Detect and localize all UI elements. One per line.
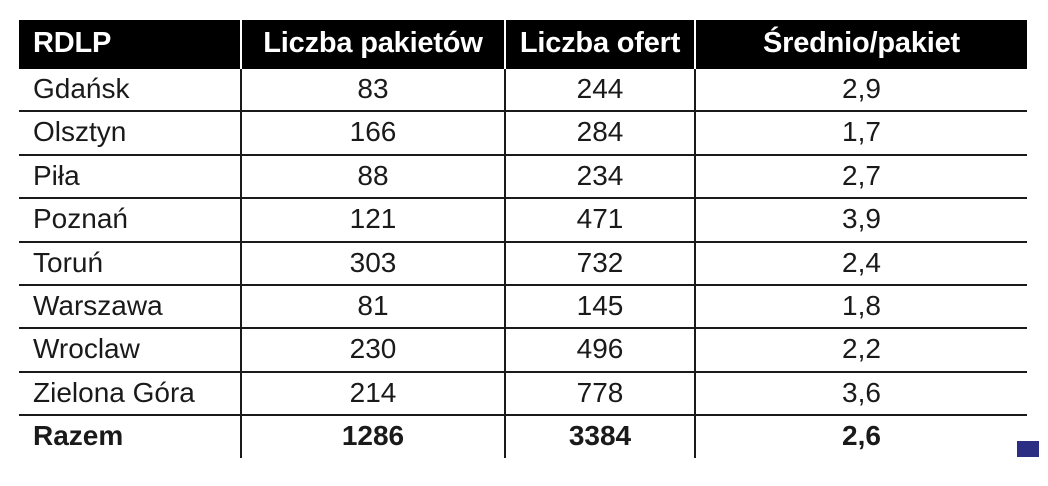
row-packages: 303 [241,242,505,285]
row-average: 2,2 [695,328,1027,371]
column-header-offers: Liczba ofert [505,20,695,69]
row-packages: 166 [241,111,505,154]
total-offers: 3384 [505,415,695,457]
row-packages: 83 [241,69,505,111]
row-packages: 81 [241,285,505,328]
row-label: Zielona Góra [19,372,241,415]
table-row [19,242,1027,285]
table-total-row [19,415,1027,457]
column-header-average: Średnio/pakiet [695,20,1027,69]
total-label: Razem [19,415,241,457]
row-average: 1,8 [695,285,1027,328]
rdlp-summary-table [19,20,1027,458]
row-offers: 244 [505,69,695,111]
row-offers: 234 [505,155,695,198]
row-packages: 230 [241,328,505,371]
row-average: 2,9 [695,69,1027,111]
row-packages: 88 [241,155,505,198]
row-label: Toruń [19,242,241,285]
table-header [19,20,1027,69]
row-label: Olsztyn [19,111,241,154]
table-body [19,69,1027,458]
table-row [19,198,1027,241]
row-average: 2,4 [695,242,1027,285]
table-row [19,328,1027,371]
row-label: Poznań [19,198,241,241]
row-label: Gdańsk [19,69,241,111]
row-label: Wroclaw [19,328,241,371]
table-row [19,69,1027,111]
table-row [19,372,1027,415]
row-offers: 732 [505,242,695,285]
row-offers: 284 [505,111,695,154]
row-average: 3,6 [695,372,1027,415]
total-average: 2,6 [695,415,1027,457]
row-offers: 471 [505,198,695,241]
column-header-rdlp: RDLP [19,20,241,69]
column-header-packages: Liczba pakietów [241,20,505,69]
row-offers: 145 [505,285,695,328]
row-label: Warszawa [19,285,241,328]
total-packages: 1286 [241,415,505,457]
row-packages: 121 [241,198,505,241]
row-offers: 778 [505,372,695,415]
row-offers: 496 [505,328,695,371]
table-row [19,111,1027,154]
row-packages: 214 [241,372,505,415]
row-average: 1,7 [695,111,1027,154]
table-container [19,20,1027,458]
row-average: 2,7 [695,155,1027,198]
table-row [19,155,1027,198]
row-label: Piła [19,155,241,198]
corner-mark-decoration [1017,441,1039,457]
row-average: 3,9 [695,198,1027,241]
table-row [19,285,1027,328]
table-header-row [19,20,1027,69]
